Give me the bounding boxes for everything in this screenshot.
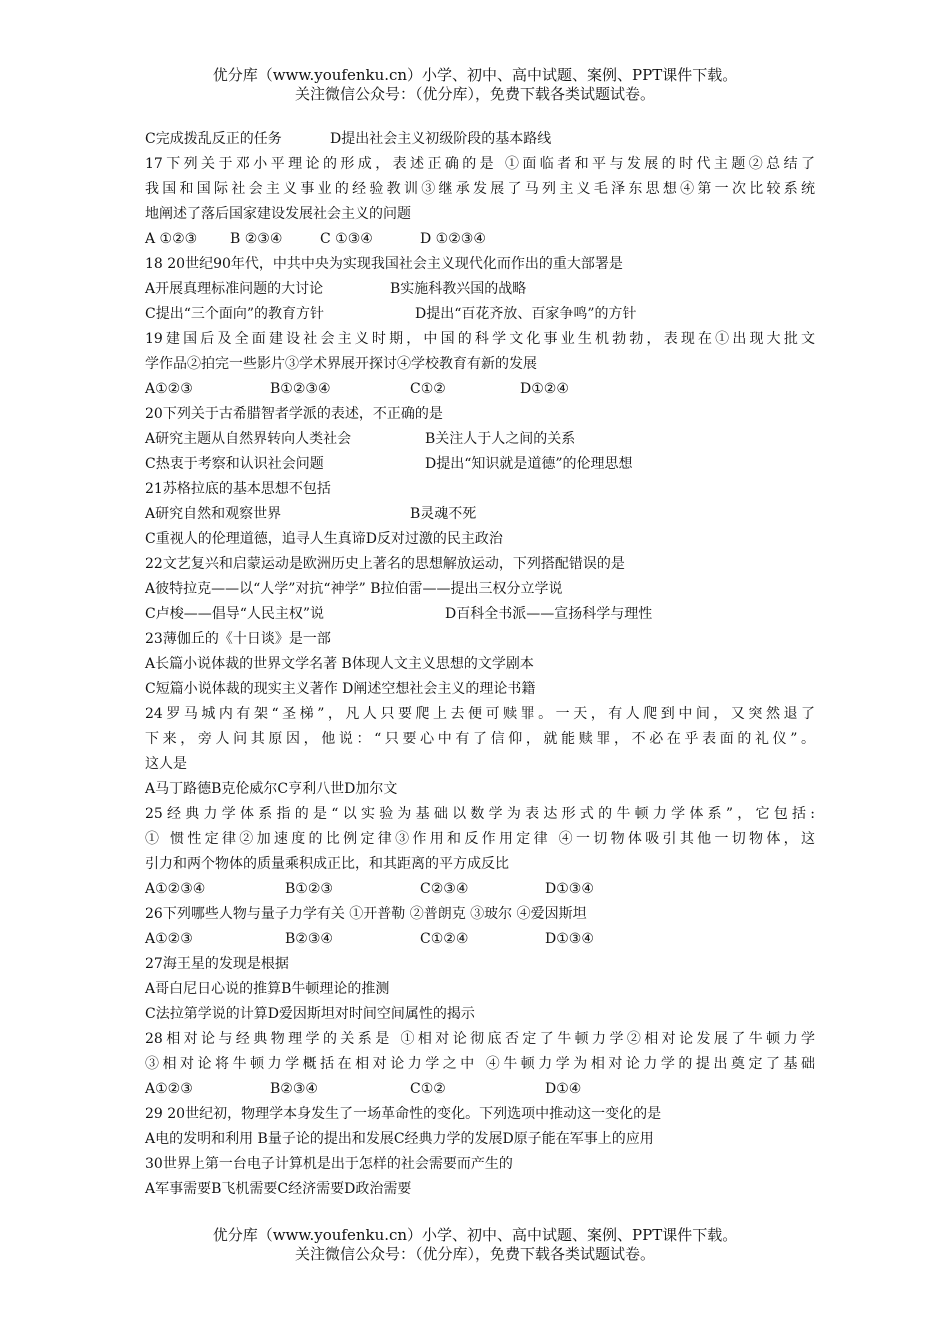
answer-option: C①②④ — [420, 931, 469, 947]
header-line-1: 优分库（www.youfenku.cn）小学、初中、高中试题、案例、PPT课件下载。 — [212, 66, 738, 84]
content-line — [145, 927, 815, 952]
content-line: 28相对论与经典物理学的关系是 ①相对论彻底否定了牛顿力学②相对论发展了牛顿力学 — [145, 1031, 815, 1047]
option-left: C提出“三个面向”的教育方针 — [145, 306, 325, 322]
option-right: D提出“知识就是道德”的伦理思想 — [425, 456, 633, 472]
content-line: ③相对论将牛顿力学概括在相对论力学之中 ④牛顿力学为相对论力学的提出奠定了基础 — [145, 1056, 815, 1072]
option-right: B关注人于人之间的关系 — [425, 431, 576, 447]
answer-option: B②③④ — [270, 1081, 318, 1097]
content-line: 24罗马城内有架“圣梯”，凡人只要爬上去便可赎罪。一天，有人爬到中间，又突然退了 — [145, 706, 815, 722]
content-line — [145, 877, 815, 902]
content-line: 22文艺复兴和启蒙运动是欧洲历史上著名的思想解放运动，下列搭配错误的是 — [145, 556, 625, 572]
content-line — [145, 502, 815, 527]
answer-option: B①②③④ — [270, 381, 331, 397]
footer-line-1: 优分库（www.youfenku.cn）小学、初中、高中试题、案例、PPT课件下载。 — [212, 1226, 738, 1244]
option-left: C卢梭——倡导“人民主权”说 — [145, 606, 325, 622]
answer-option: D①③④ — [545, 881, 594, 897]
content-line — [145, 377, 815, 402]
answer-option: C ①③④ — [320, 231, 373, 247]
option-right: B实施科教兴国的战略 — [390, 281, 527, 297]
content-line: 学作品②拍完一些影片③学术界展开探讨④学校教育有新的发展 — [145, 356, 537, 372]
content-line: C法拉第学说的计算D爱因斯坦对时间空间属性的揭示 — [145, 1006, 475, 1022]
answer-option: C①② — [410, 381, 446, 397]
content-line: A电的发明和利用 B量子论的提出和发展C经典力学的发展D原子能在军事上的应用 — [145, 1131, 654, 1147]
answer-option: D①③④ — [545, 931, 594, 947]
content-line: 30世界上第一台电子计算机是出于怎样的社会需要而产生的 — [145, 1156, 513, 1172]
content-line — [145, 602, 815, 627]
answer-option: B ②③④ — [230, 231, 283, 247]
content-line — [145, 277, 815, 302]
content-line: A哥白尼日心说的推算B牛顿理论的推测 — [145, 981, 390, 997]
option-left: C完成拨乱反正的任务 — [145, 131, 282, 147]
content-line — [145, 427, 815, 452]
content-line — [145, 452, 815, 477]
content-line: 21苏格拉底的基本思想不包括 — [145, 481, 331, 497]
content-line: 29 20世纪初，物理学本身发生了一场革命性的变化。下列选项中推动这一变化的是 — [145, 1106, 662, 1122]
content-line: ① 惯性定律②加速度的比例定律③作用和反作用定律 ④一切物体吸引其他一切物体，这 — [145, 831, 815, 847]
content-line: C短篇小说体裁的现实主义著作 D阐述空想社会主义的理论书籍 — [145, 681, 536, 697]
answer-option: A①②③ — [145, 931, 193, 947]
answer-option: D ①②③④ — [420, 231, 486, 247]
content-line: 25经典力学体系指的是“以实验为基础以数学为表达形式的牛顿力学体系”，它包括: — [145, 806, 815, 822]
content-line — [145, 1077, 815, 1102]
answer-option: A ①②③ — [145, 231, 198, 247]
content-line: 我国和国际社会主义事业的经验教训③继承发展了马列主义毛泽东思想④第一次比较系统 — [145, 181, 815, 197]
option-left: A研究自然和观察世界 — [145, 506, 282, 522]
option-right: B灵魂不死 — [410, 506, 477, 522]
content-line: 这人是 — [145, 756, 187, 772]
content-line: 23薄伽丘的《十日谈》是一部 — [145, 631, 331, 647]
content-line: 17下列关于邓小平理论的形成，表述正确的是 ①面临者和平与发展的时代主题②总结了 — [145, 156, 815, 172]
answer-option: C②③④ — [420, 881, 469, 897]
page-footer — [0, 1226, 950, 1264]
content-line: 地阐述了落后国家建设发展社会主义的问题 — [145, 206, 411, 222]
exam-content — [145, 127, 815, 1202]
option-right: D提出社会主义初级阶段的基本路线 — [330, 131, 552, 147]
content-line — [145, 127, 815, 152]
content-line: 26下列哪些人物与量子力学有关 ①开普勒 ②普朗克 ③玻尔 ④爱因斯坦 — [145, 906, 587, 922]
content-line — [145, 302, 815, 327]
content-line: A军事需要B飞机需要C经济需要D政治需要 — [145, 1181, 412, 1197]
content-line: C重视人的伦理道德，追寻人生真谛D反对过激的民主政治 — [145, 531, 503, 547]
content-line — [145, 227, 815, 252]
option-right: D提出“百花齐放、百家争鸣”的方针 — [415, 306, 637, 322]
header-line-2: 关注微信公众号：（优分库），免费下载各类试题试卷。 — [294, 85, 655, 103]
content-line: 引力和两个物体的质量乘积成正比，和其距离的平方成反比 — [145, 856, 509, 872]
content-line: 20下列关于古希腊智者学派的表述，不正确的是 — [145, 406, 443, 422]
answer-option: A①②③ — [145, 381, 193, 397]
option-left: C热衷于考察和认识社会问题 — [145, 456, 324, 472]
option-right: D百科全书派——宣扬科学与理性 — [445, 606, 653, 622]
option-left: A开展真理标准问题的大讨论 — [145, 281, 324, 297]
content-line: 18 20世纪90年代，中共中央为实现我国社会主义现代化而作出的重大部署是 — [145, 256, 623, 272]
content-line: A马丁路德B克伦威尔C亨利八世D加尔文 — [145, 781, 398, 797]
answer-option: B①②③ — [285, 881, 333, 897]
answer-option: A①②③ — [145, 1081, 193, 1097]
answer-option: B②③④ — [285, 931, 333, 947]
option-left: A研究主题从自然界转向人类社会 — [145, 431, 352, 447]
footer-line-2: 关注微信公众号：（优分库），免费下载各类试题试卷。 — [294, 1245, 655, 1263]
answer-option: C①② — [410, 1081, 446, 1097]
content-line: 19建国后及全面建设社会主义时期，中国的科学文化事业生机勃勃，表现在①出现大批文 — [145, 331, 815, 347]
answer-option: D①④ — [545, 1081, 582, 1097]
content-line: 27海王星的发现是根据 — [145, 956, 289, 972]
answer-option: A①②③④ — [145, 881, 206, 897]
page-header — [0, 66, 950, 104]
answer-option: D①②④ — [520, 381, 569, 397]
content-line: 下来，旁人问其原因，他说：“只要心中有了信仰，就能赎罪，不必在乎表面的礼仪”。 — [145, 731, 815, 747]
content-line: A彼特拉克——以“人学”对抗“神学” B拉伯雷——提出三权分立学说 — [145, 581, 563, 597]
content-line: A长篇小说体裁的世界文学名著 B体现人文主义思想的文学剧本 — [145, 656, 534, 672]
